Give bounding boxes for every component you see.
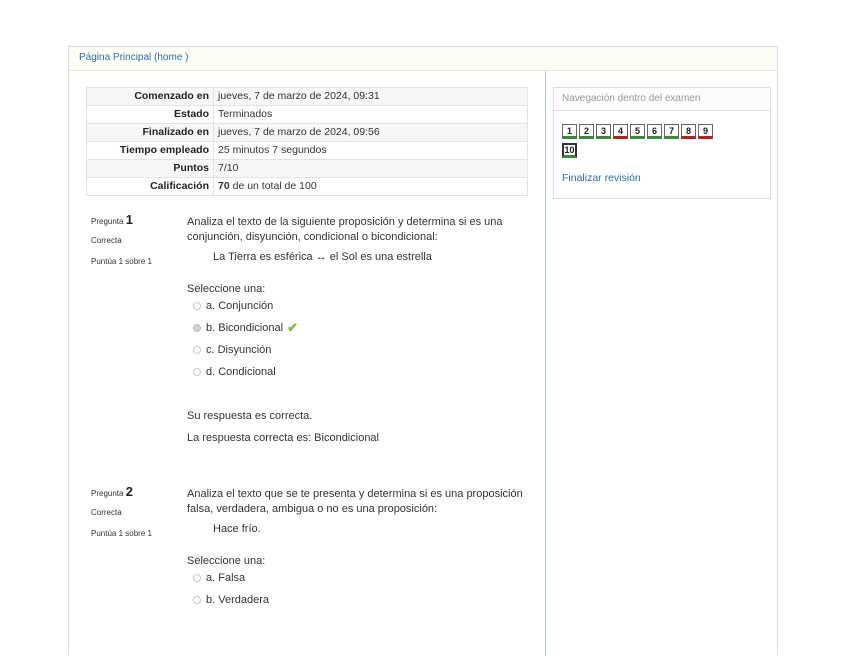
grade-value: 70	[218, 180, 230, 192]
question-statement: La Tierra es esférica ↔ el Sol es una estrella	[213, 251, 432, 263]
question-nav-button-1[interactable]: 1	[562, 124, 577, 139]
question-text: Analiza el texto de la siguiente proposición y determina si es una conjunción, disyunción, condicional o bicondicional:	[187, 216, 503, 243]
summary-value: 7/10	[214, 160, 528, 178]
option-label: b. Verdadera	[206, 594, 269, 606]
summary-value	[214, 178, 528, 196]
correct-answer-text: La respuesta correcta es: Bicondicional	[187, 432, 379, 444]
quiz-navigation-buttons	[562, 124, 768, 162]
finish-review-link[interactable]: Finalizar revisión	[562, 172, 641, 184]
grade-total: de un total de 100	[229, 180, 317, 192]
summary-value: Terminados	[214, 106, 528, 124]
summary-key: Estado	[87, 106, 214, 124]
question-text: Analiza el texto que se te presenta y determina si es una proposición falsa, verdadera, ambigua o no es una proposición:	[187, 488, 523, 515]
radio-button[interactable]	[193, 302, 201, 310]
question-2-body	[187, 487, 527, 611]
option-label: a. Conjunción	[206, 300, 274, 312]
summary-key: Tiempo empleado	[87, 142, 214, 160]
question-statement: Hace frío.	[213, 523, 261, 535]
select-prompt: Seleccione una:	[187, 283, 266, 295]
summary-key: Calificación	[87, 178, 214, 196]
question-points: Puntúa 1 sobre 1	[91, 529, 152, 538]
summary-row	[87, 124, 528, 142]
question-label: Pregunta	[91, 217, 124, 226]
summary-value: jueves, 7 de marzo de 2024, 09:56	[214, 124, 528, 142]
answer-option[interactable]	[193, 317, 527, 339]
summary-row	[87, 178, 528, 196]
summary-row	[87, 106, 528, 124]
summary-key: Finalizado en	[87, 124, 214, 142]
summary-value: 25 minutos 7 segundos	[214, 142, 528, 160]
page-frame	[68, 46, 778, 655]
checkmark-icon: ✔	[287, 320, 298, 335]
question-nav-button-10[interactable]: 10	[562, 143, 577, 158]
question-number: 2	[125, 484, 133, 499]
question-nav-button-9[interactable]: 9	[698, 124, 713, 139]
quiz-navigation-title: Navegación dentro del examen	[554, 88, 770, 111]
question-status: Correcta	[91, 508, 122, 517]
question-1-info	[91, 209, 152, 272]
select-prompt: Seleccione una:	[187, 555, 266, 567]
summary-key: Puntos	[87, 160, 214, 178]
question-2-info	[91, 481, 152, 544]
question-nav-button-3[interactable]: 3	[596, 124, 611, 139]
summary-row	[87, 160, 528, 178]
column-divider	[545, 71, 546, 656]
summary-value: jueves, 7 de marzo de 2024, 09:31	[214, 88, 528, 106]
radio-button[interactable]	[193, 574, 201, 582]
question-label: Pregunta	[91, 489, 124, 498]
question-nav-button-4[interactable]: 4	[613, 124, 628, 139]
summary-row	[87, 142, 528, 160]
answer-option[interactable]	[193, 339, 527, 361]
radio-button-selected[interactable]	[193, 324, 201, 332]
summary-row	[87, 88, 528, 106]
question-nav-button-5[interactable]: 5	[630, 124, 645, 139]
summary-key: Comenzado en	[87, 88, 214, 106]
answer-option[interactable]	[193, 567, 527, 589]
question-number: 1	[125, 212, 133, 227]
question-nav-button-7[interactable]: 7	[664, 124, 679, 139]
radio-button[interactable]	[193, 346, 201, 354]
option-label: d. Condicional	[206, 366, 276, 378]
answer-option[interactable]	[193, 361, 527, 383]
answer-option[interactable]	[193, 295, 527, 317]
option-label: b. Bicondicional	[206, 322, 284, 334]
option-label: c. Disyunción	[206, 344, 272, 356]
question-nav-button-2[interactable]: 2	[579, 124, 594, 139]
question-points: Puntúa 1 sobre 1	[91, 257, 152, 266]
question-1-body	[187, 215, 527, 449]
question-nav-button-6[interactable]: 6	[647, 124, 662, 139]
question-status: Correcta	[91, 236, 122, 245]
breadcrumb	[69, 47, 777, 71]
option-label: a. Falsa	[206, 572, 246, 584]
breadcrumb-home-link[interactable]: Página Principal (home )	[79, 52, 189, 63]
question-nav-button-8[interactable]: 8	[681, 124, 696, 139]
answer-option[interactable]	[193, 589, 527, 611]
attempt-summary-table	[86, 87, 528, 196]
feedback-text: Su respuesta es correcta.	[187, 410, 313, 422]
radio-button[interactable]	[193, 368, 201, 376]
radio-button[interactable]	[193, 596, 201, 604]
quiz-navigation-block	[553, 87, 771, 199]
